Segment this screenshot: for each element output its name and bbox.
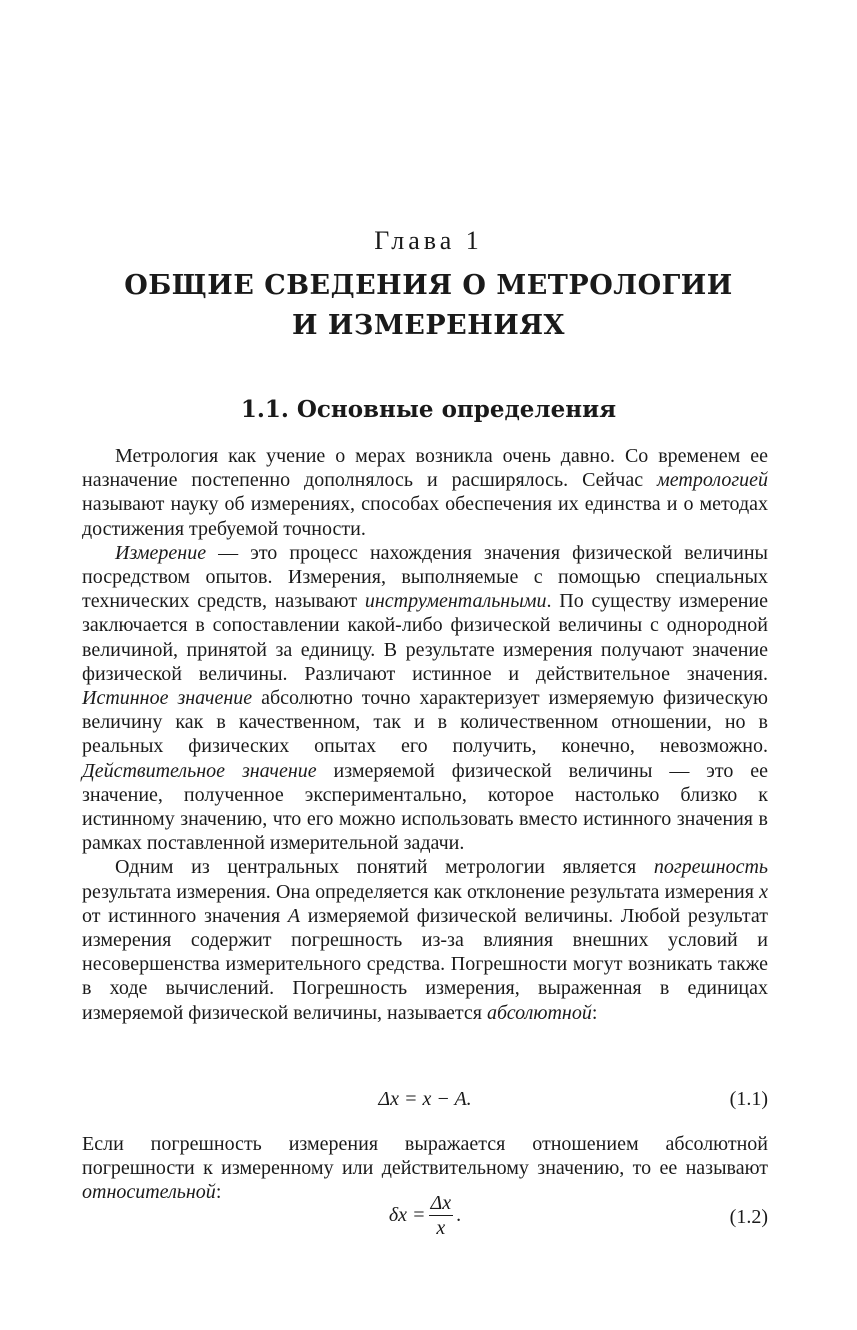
- formula-1-1: [82, 1088, 768, 1118]
- emphasis-term: погрешность: [653, 856, 768, 879]
- text-run: называют науку об измерениях, способах обеспечения их единства и о методах достижения требуемой точности.: [82, 493, 768, 540]
- emphasis-term: метрологией: [657, 469, 768, 492]
- emphasis-term: Истинное значение: [82, 687, 253, 710]
- formula-number: (1.1): [729, 1088, 768, 1110]
- text-run: измеряемой физической величины. Любой результат измерения содержит погрешность из-за влияния внешних условий и несовершенства измерительного средства. Погрешности могут возникать также в ходе вычислений. Погрешность измерения, выраженная в единицах измеряемой физической величины, называется: [82, 904, 768, 1024]
- text-run: :: [215, 1181, 222, 1204]
- body-text-block: [82, 444, 768, 1025]
- fraction-numerator: Δx: [430, 1192, 452, 1214]
- text-run: . По существу измерение заключается в сопоставлении какой-либо физической величины с однородной величиной, принятой за единицу. В результате измерения получают значение физической величины. Различают истинное и действительное значения.: [82, 590, 768, 685]
- math-variable: x: [759, 880, 768, 903]
- text-run: абсолютно точно характеризует измеряемую физическую величину как в качественном, так и в количественном отношении, но в реальных физических опытах его получить, конечно, невозможно.: [82, 687, 768, 758]
- chapter-title: [0, 266, 857, 346]
- emphasis-term: абсолютной: [486, 1001, 592, 1024]
- formula-number: (1.2): [729, 1206, 768, 1228]
- fraction: [429, 1192, 454, 1239]
- emphasis-term: Действительное значение: [82, 759, 317, 782]
- text-run: от истинного значения: [82, 904, 288, 927]
- paragraph-2: [82, 541, 768, 856]
- formula-lhs: δx =: [388, 1204, 426, 1226]
- emphasis-term: инструментальными: [364, 590, 547, 613]
- chapter-title-line-2: И ИЗМЕРЕНИЯХ: [291, 310, 566, 341]
- formula-tail: .: [456, 1204, 462, 1226]
- text-run: результата измерения. Она определяется как отклонение результата измерения: [82, 880, 760, 903]
- emphasis-term: Измерение: [115, 541, 207, 564]
- formula-expression: [82, 1192, 768, 1239]
- text-run: Если погрешность измерения выражается отношением абсолютной погрешности к измеренному или действительному значению, то ее называют: [82, 1133, 768, 1180]
- math-variable: A: [287, 904, 301, 927]
- text-run: — это процесс нахождения значения физической величины посредством опытов. Измерения, выполняемые с помощью специальных технических средств, называют: [82, 541, 768, 613]
- chapter-title-line-1: ОБЩИЕ СВЕДЕНИЯ О МЕТРОЛОГИИ: [124, 270, 733, 301]
- fraction-denominator: x: [436, 1217, 446, 1239]
- text-run: :: [591, 1001, 598, 1024]
- paragraph-1: [82, 444, 768, 541]
- emphasis-term: относительной: [82, 1181, 216, 1204]
- section-title: 1.1. Основные определения: [240, 396, 617, 423]
- text-run: Одним из центральных понятий метрологии является: [115, 856, 654, 879]
- fraction-expression: [389, 1192, 461, 1239]
- text-run: Метрология как учение о мерах возникла очень давно. Со временем ее назначение постепенно дополнялось и расширялось. Сейчас: [82, 445, 768, 492]
- formula-expression: Δx = x − A.: [378, 1088, 472, 1110]
- paragraph-3: [82, 855, 768, 1024]
- formula-1-2: [82, 1192, 768, 1248]
- text-run: измеряемой физической величины — это ее значение, полученное экспериментально, которое настолько близко к истинному значению, что его можно использовать вместо истинного значения в рамках поставленной измерительной задачи.: [82, 759, 768, 855]
- chapter-label: Глава 1: [374, 226, 483, 255]
